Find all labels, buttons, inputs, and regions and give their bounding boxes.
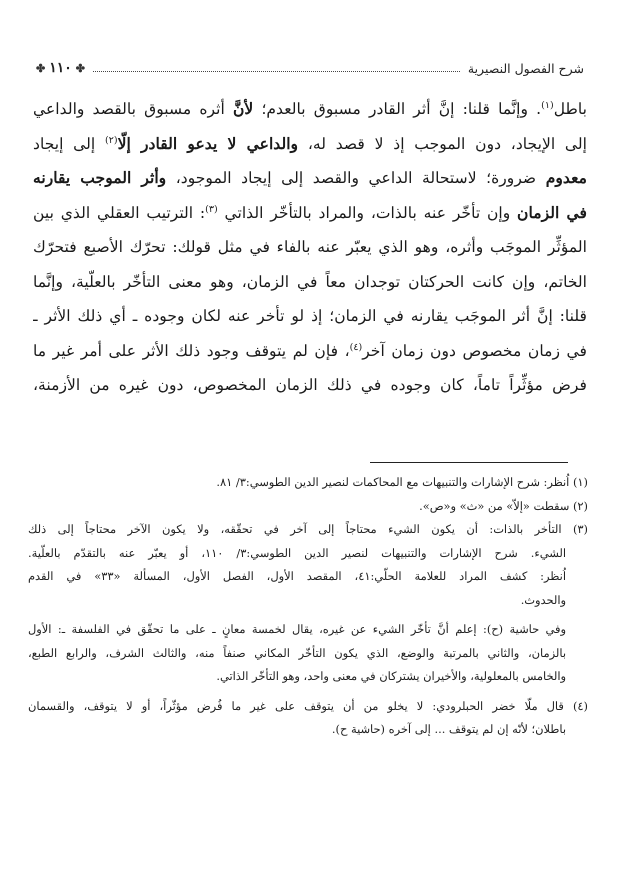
- text-line: في زمان مخصوص دون زمان آخر$^{(٤)}$، فإن لم يتوقف وجود ذلك الأثر على أمر غير ما: [33, 341, 587, 360]
- footnote-3-note: والخامس بالمعلولية، والأخيران يشتركان في معنى واحد، وهو التأخّر الذاتي.: [216, 669, 566, 683]
- text-line: إلى الإيجاد، دون الموجب إذ لا قصد له، والداعي لا يدعو القادر إلّا$^{(٢)}$ إلى إيجاد: [33, 133, 587, 153]
- footnote-ref: (٢): [105, 134, 118, 146]
- running-header: [36, 58, 584, 78]
- footnote-ref: (١): [541, 99, 554, 111]
- ornament-icon: ✤: [36, 61, 46, 75]
- footnote-ref: (٤): [349, 341, 363, 353]
- footnote-3: (٣) التأخر بالذات: أن يكون الشيء محتاجاً إلى آخر في تحقّقه، ولا يكون الآخر محتاجاً إلى ذلك: [28, 522, 588, 536]
- header-page-number-group: [36, 60, 85, 76]
- header-dotted-leader: [93, 71, 460, 72]
- footnote-1: (١) اُنظر: شرح الإشارات والتنبيهات مع المحاكمات لنصير الدين الطوسي:٣/ ٨١.: [216, 475, 588, 489]
- footnote-4-cont: باطلان؛ لأنّه إن لم يتوقف ... إلى آخره (حاشية ح).: [331, 722, 566, 736]
- page-number: ١١٠: [49, 60, 72, 76]
- text-line: الخاتم، وإن كانت الحركتان توجدان معاً في الزمان، وهو معنى التأخّر بالعلّية، وإنَّما: [33, 272, 587, 291]
- text-line: باطل$^{(١)}$. وإنَّما قلنا: إنَّ أثر القادر مسبوق بالعدم؛ لأنَّ أثره مسبوق بالقصد والداعي: [33, 99, 587, 118]
- text-line: المؤثِّر الموجَب وأثره، وهو الذي يعبّر عنه بالفاء في مثل قولك: تحرّك الأصبع فتحرّك: [33, 238, 587, 256]
- text-line: فرض مؤثِّراً تاماً، كان وجوده في ذلك الزمان المخصوص، دون غيره من الأزمنة،: [33, 376, 587, 394]
- footnote-2: (٢) سقطت «إلاّ» من «ث» و«ص».: [419, 498, 588, 513]
- text-line: في الزمان وإن تأخّر عنه بالذات، والمراد بالتأخّر الذاتي $^{(٣)}$: الترتيب العقلي الذي بين: [33, 202, 587, 222]
- text-line: معدوم ضرورة؛ لاستحالة الداعي والقصد إلى إيجاد الموجود، وأثر الموجب يقارنه: [33, 168, 587, 187]
- text-line: قلنا: إنَّ أثر الموجَب يقارنه في الزمان؛ إذ لو تأخر عنه لكان وجوده ـ أي ذلك الأثر ـ: [33, 307, 587, 325]
- footnote-ref: (٣): [205, 203, 218, 215]
- footnote-3-cont: والحدوث.: [520, 592, 566, 607]
- footnote-separator: [370, 462, 568, 463]
- main-text: [33, 92, 587, 403]
- footnote-4: (٤) قال ملّا خضر الحبلرودي: لا يخلو من أن يتوقف على غير ما فُرض مؤثّراً، أو لا يتوقف، والقسمان: [28, 698, 588, 713]
- footnote-3-cont: اُنظر: كشف المراد للعلامة الحلّي:٤١، المقصد الأول، الفصل الأول، المسألة «٣٣» في القدم: [28, 569, 566, 583]
- ornament-icon: ✤: [75, 61, 85, 75]
- footnote-3-note: بالزمان، والثاني بالمرتبة والوضع، الذي يكون التأخّر المكاني صنفاً منه، والثالث الشرف، والرابع الطبع،: [28, 645, 566, 660]
- footnote-3-note: وفي حاشية (ح): إعلم أنَّ تأخّر الشيء عن غيره، يقال لخمسة معانٍ ـ على ما تحقّق في الفلسفة ـ: الأول: [28, 622, 566, 636]
- footnotes: [28, 471, 588, 742]
- header-book-title: شرح الفصول النصيرية: [467, 60, 584, 76]
- footnote-3-cont: الشيء. شرح الإشارات والتنبيهات لنصير الدين الطوسي:٣/ ١١٠، أو يعبّر عنه بالتقدّم بالعلّية.: [28, 545, 566, 560]
